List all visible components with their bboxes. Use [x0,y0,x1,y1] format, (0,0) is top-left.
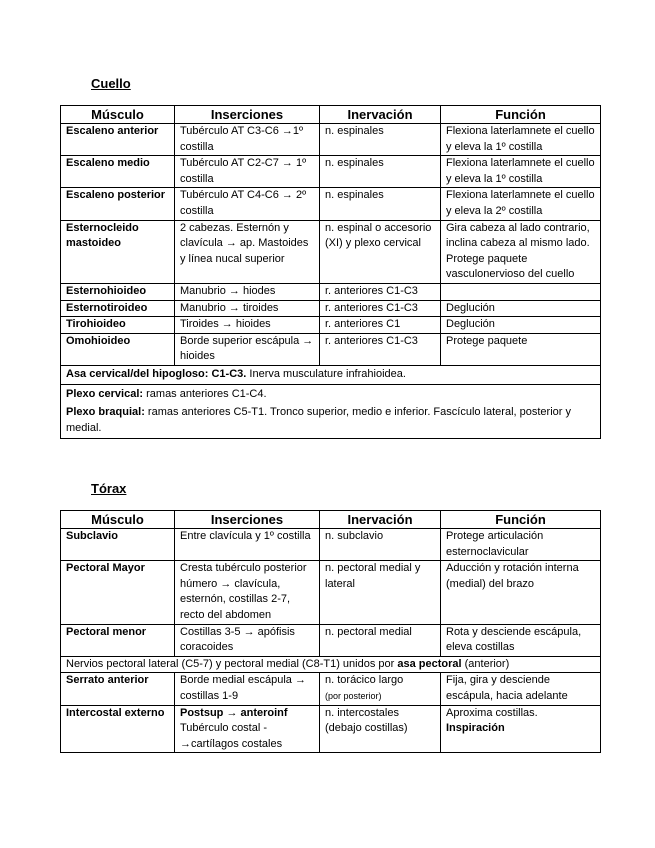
cell-inserciones: Cresta tubérculo posterior húmero → clavícula, esternón, costillas 2-7, recto del abdomen [175,561,320,624]
cell-inserciones: Borde superior escápula → hioides [175,333,320,365]
table-row [61,156,601,188]
cell-inserciones: Tubérculo AT C4-C6 → 2º costilla [175,188,320,220]
table-row [61,705,601,753]
note-plexo-cervical [66,387,595,403]
plexo-braquial-bold: Plexo braquial: [66,406,145,419]
table-header-row [61,106,601,124]
cell-musculo: Escaleno anterior [61,124,175,156]
table-row [61,317,601,334]
header-musculo: Músculo [61,106,175,124]
header-inserciones: Inserciones [175,511,320,529]
cell-musculo: Esternotiroideo [61,300,175,317]
note-row-asa-cervical [61,365,601,384]
table-row [61,529,601,561]
cell-inervacion: r. anteriores C1-C3 [320,333,441,365]
plexo-cervical-text: ramas anteriores C1-C4. [143,387,267,400]
cell-musculo: Escaleno posterior [61,188,175,220]
inserciones-bold: Postsup → anteroinf [180,706,288,719]
cell-inserciones [175,705,320,753]
cell-inervacion: r. anteriores C1-C3 [320,283,441,300]
cell-musculo: Pectoral menor [61,624,175,656]
cell-musculo: Esternocleido mastoideo [61,220,175,283]
note-asa-text: Inerva musculature infrahioidea. [246,367,406,380]
header-musculo: Músculo [61,511,175,529]
cell-funcion: Flexiona laterlamnete el cuello y eleva la 2º costilla [441,188,601,220]
cell-funcion: Flexiona laterlamnete el cuello y eleva la 1º costilla [441,124,601,156]
inervacion-note: (por posterior) [325,690,382,701]
cell-inervacion: r. anteriores C1-C3 [320,300,441,317]
cell-inervacion: n. pectoral medial y lateral [320,561,441,624]
cell-inervacion: n. espinales [320,188,441,220]
cell-musculo: Omohioideo [61,333,175,365]
cell-funcion: Deglución [441,317,601,334]
cell-inervacion: n. intercostales (debajo costillas) [320,705,441,753]
cell-inserciones: Manubrio → tiroides [175,300,320,317]
cell-funcion: Protege articulación esternoclavicular [441,529,601,561]
header-inserciones: Inserciones [175,106,320,124]
cell-funcion: Aducción y rotación interna (medial) del brazo [441,561,601,624]
note-asa-bold: Asa cervical/del hipogloso: C1-C3. [66,367,247,380]
section-heading-torax: Tórax [91,481,127,496]
cell-musculo: Escaleno medio [61,156,175,188]
cell-funcion: Fija, gira y desciende escápula, hacia adelante [441,673,601,705]
cell-inervacion [320,673,441,705]
header-inervacion: Inervación [320,511,441,529]
cell-funcion: Rota y desciende escápula, eleva costillas [441,624,601,656]
funcion-bold: Inspiración [446,722,505,735]
inervacion-text: n. torácico largo [325,674,404,687]
cell-inserciones: Manubrio → hiodes [175,283,320,300]
cell-inserciones: Tiroides → hioides [175,317,320,334]
cell-inserciones: Entre clavícula y 1º costilla [175,529,320,561]
cell-musculo: Serrato anterior [61,673,175,705]
note-asa-cervical [61,365,601,384]
cell-funcion: Protege paquete [441,333,601,365]
cell-inervacion: n. espinales [320,124,441,156]
cell-inervacion: r. anteriores C1 [320,317,441,334]
cell-inervacion: n. pectoral medial [320,624,441,656]
cell-funcion [441,705,601,753]
note-plexo-braquial [66,405,595,436]
funcion-text: Aproxima costillas. [446,706,538,719]
plexo-cervical-bold: Plexo cervical: [66,387,144,400]
table-row [61,624,601,656]
cell-musculo: Pectoral Mayor [61,561,175,624]
note-nervios-pectorales [61,656,601,673]
cell-inervacion: n. espinal o accesorio (XI) y plexo cervical [320,220,441,283]
cell-inserciones: Borde medial escápula → costillas 1-9 [175,673,320,705]
cell-musculo: Intercostal externo [61,705,175,753]
table-row [61,673,601,705]
table-row [61,124,601,156]
table-torax [60,510,601,753]
nervios-pre: Nervios pectoral lateral (C5-7) y pectoral medial (C8-T1) unidos por [66,657,398,670]
header-inervacion: Inervación [320,106,441,124]
cell-funcion: Flexiona laterlamnete el cuello y eleva la 1º costilla [441,156,601,188]
cell-inserciones: Costillas 3-5 → apófisis coracoides [175,624,320,656]
table-row [61,333,601,365]
nervios-bold: asa pectoral [397,657,462,670]
table-cuello [60,105,601,439]
note-plexos [61,384,601,439]
cell-inervacion: n. espinales [320,156,441,188]
note-row-nervios-pectorales [61,656,601,673]
table-header-row [61,511,601,529]
header-funcion: Función [441,511,601,529]
table-row [61,561,601,624]
cell-funcion: Gira cabeza al lado contrario, inclina cabeza al mismo lado. Protege paquete vasculonervioso del cuello [441,220,601,283]
cell-inserciones: Tubérculo AT C2-C7 → 1º costilla [175,156,320,188]
header-funcion: Función [441,106,601,124]
plexo-braquial-text: ramas anteriores C5-T1. Tronco superior, medio e inferior. Fascículo lateral, posterior y medial. [66,406,571,434]
cell-inervacion: n. subclavio [320,529,441,561]
table-row [61,300,601,317]
cell-funcion: Deglución [441,300,601,317]
table-row [61,283,601,300]
cell-funcion [441,283,601,300]
table-row [61,188,601,220]
inserciones-text: Tubérculo costal - →cartílagos costales [180,722,283,750]
cell-inserciones: 2 cabezas. Esternón y clavícula → ap. Mastoides y línea nucal superior [175,220,320,283]
note-row-plexos [61,384,601,439]
section-heading-cuello: Cuello [91,76,131,91]
table-row [61,220,601,283]
cell-musculo: Esternohioideo [61,283,175,300]
cell-inserciones: Tubérculo AT C3-C6 →1º costilla [175,124,320,156]
cell-musculo: Tirohioideo [61,317,175,334]
cell-musculo: Subclavio [61,529,175,561]
nervios-post: (anterior) [461,657,510,670]
